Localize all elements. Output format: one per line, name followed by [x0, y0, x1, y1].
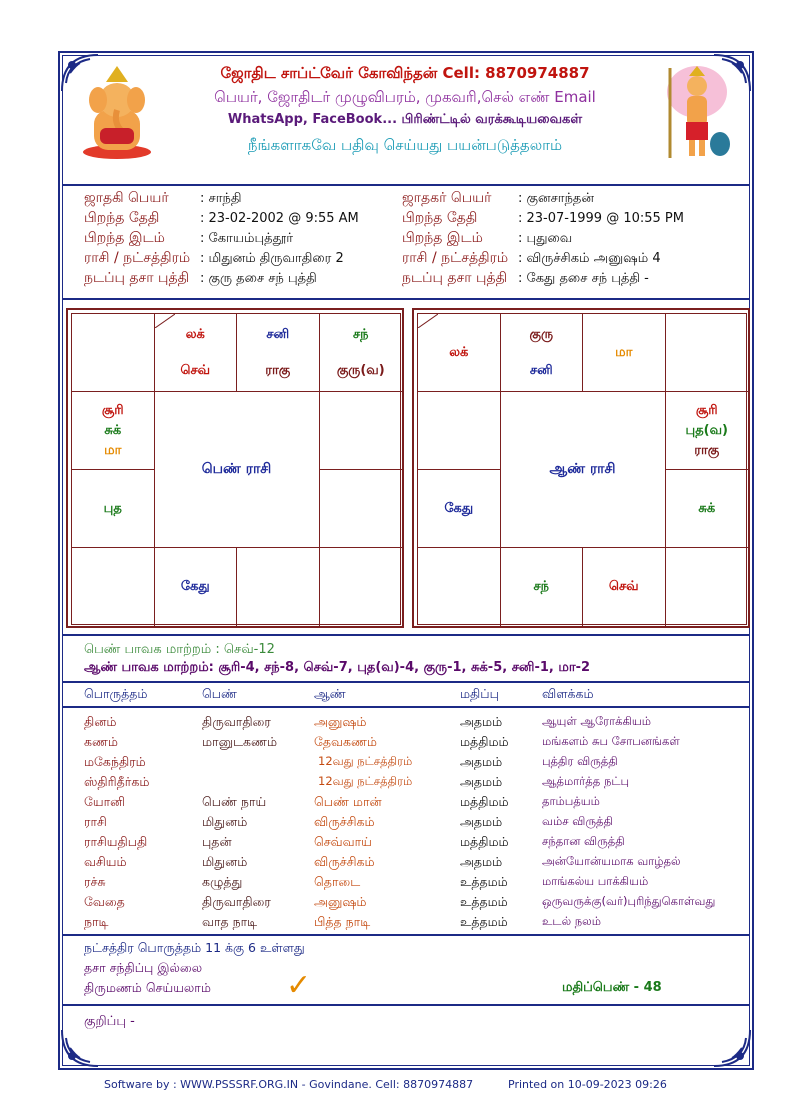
- porutham-cell: உடல் நலம்: [542, 914, 601, 928]
- porutham-cell: உத்தமம்: [460, 894, 508, 909]
- check-mark-icon: ✓: [286, 968, 312, 1003]
- porutham-cell: திருவாதிரை: [202, 714, 271, 729]
- chart-house: [583, 548, 666, 626]
- porutham-cell: மத்திமம்: [460, 834, 509, 849]
- planet-label: லக்: [185, 326, 205, 342]
- male-dasa-label: நடப்பு தசா புத்தி: [402, 270, 508, 286]
- planet-label: சனி: [266, 326, 290, 342]
- footer-software: Software by : WWW.PSSSRF.ORG.IN - Govindane. Cell: 8870974887: [104, 1078, 474, 1091]
- chart-house: [583, 314, 666, 392]
- chart-house: [155, 548, 238, 626]
- porutham-cell: அதமம்: [460, 714, 503, 729]
- female-name-label: ஜாதகி பெயர்: [84, 190, 169, 206]
- porutham-cell: வம்ச விருத்தி: [542, 814, 613, 828]
- female-rasi-chart: [66, 308, 404, 628]
- corner-ornament-icon: [712, 1028, 752, 1068]
- male-name: குனசாந்தன்: [526, 191, 595, 206]
- divider: [62, 298, 750, 300]
- porutham-cell: கணம்: [84, 734, 118, 749]
- female-dasa: குரு தசை சந் புத்தி: [208, 271, 317, 286]
- female-name: சாந்தி: [208, 191, 242, 206]
- chart-house: [320, 314, 403, 392]
- porutham-cell: மாங்கல்ய பாக்கியம்: [542, 874, 649, 888]
- planet-label: ராகு: [694, 442, 720, 458]
- porutham-cell: வேதை: [84, 894, 125, 909]
- female-rasi: மிதுனம் திருவாதிரை 2: [208, 251, 344, 266]
- porutham-cell: அன்யோன்யமாக வாழ்தல்: [542, 854, 681, 868]
- score: மதிப்பெண் - 48: [562, 980, 662, 995]
- match-count: நட்சத்திர பொருத்தம் 11 க்கு 6 உள்ளது: [84, 940, 305, 955]
- murugan-illustration: [656, 62, 738, 162]
- male-place-label: பிறந்த இடம்: [402, 230, 483, 246]
- porutham-cell: புதன்: [202, 834, 232, 849]
- divider: [62, 706, 750, 708]
- porutham-cell: பெண் மான்: [314, 794, 382, 809]
- porutham-cell: புத்திர விருத்தி: [542, 754, 618, 768]
- divider: [62, 184, 750, 186]
- chart-house: [501, 314, 584, 392]
- porutham-cell: தினம்: [84, 714, 117, 729]
- planet-label: குரு: [529, 326, 554, 342]
- porutham-cell: ஸ்திரிதீர்கம்: [84, 774, 150, 789]
- chart-house: [418, 470, 501, 548]
- female-rasi-label: ராசி / நட்சத்திரம்: [84, 250, 191, 266]
- porutham-cell: உத்தமம்: [460, 914, 508, 929]
- planet-label: சந்: [352, 326, 369, 342]
- porutham-cell: அனுஷம்: [314, 894, 367, 909]
- male-rasi: விருச்சிகம் அனுஷம் 4: [526, 251, 661, 266]
- porutham-cell: ஆயுள் ஆரோக்கியம்: [542, 714, 651, 728]
- porutham-cell: மகேந்திரம்: [84, 754, 146, 769]
- porutham-cell: மிதுனம்: [202, 814, 248, 829]
- col-header: பெண்: [202, 686, 237, 701]
- porutham-cell: ராசியதிபதி: [84, 834, 148, 849]
- planet-label: கேது: [180, 579, 210, 594]
- chart-house: [72, 548, 155, 626]
- porutham-cell: மத்திமம்: [460, 734, 509, 749]
- col-header: விளக்கம்: [542, 686, 594, 701]
- col-header: மதிப்பு: [460, 686, 499, 701]
- planet-label: சூரி: [101, 402, 124, 418]
- porutham-cell: மத்திமம்: [460, 794, 509, 809]
- ganesha-illustration: [76, 62, 158, 162]
- porutham-cell: மங்களம் சுப சோபனங்கள்: [542, 734, 680, 748]
- note: குறிப்பு -: [84, 1014, 135, 1029]
- planet-label: சனி: [529, 362, 553, 378]
- planet-label: சுக்: [698, 500, 716, 516]
- porutham-cell: 12வது நட்சத்திரம்: [318, 774, 413, 788]
- planet-label: மா: [104, 442, 122, 458]
- header-line-3: WhatsApp, FaceBook... பிரிண்ட்டில் வரக்கூடியவைகள்: [227, 112, 583, 127]
- chart-house: [72, 470, 155, 548]
- planet-label: சுக்: [104, 422, 122, 438]
- male-bhava: ஆண் பாவக மாற்றம்: சூரி-4, சந்-8, செவ்-7, புத(வ)-4, குரு-1, சுக்-5, சனி-1, மா-2: [84, 660, 591, 675]
- planet-label: கேது: [444, 500, 474, 516]
- porutham-cell: பெண் நாய்: [202, 794, 267, 809]
- header-line-1: ஜோதிட சாப்ட்வேர் கோவிந்தன் Cell: 8870974887: [220, 64, 590, 82]
- porutham-cell: ஒருவருக்கு(வர்)புரிந்துகொள்வது: [542, 894, 716, 908]
- lagna-mark-icon: [418, 314, 438, 328]
- chart-house: [666, 548, 749, 626]
- female-dob-label: பிறந்த தேதி: [84, 210, 160, 226]
- porutham-cell: நாடி: [84, 914, 109, 929]
- porutham-cell: சந்தான விருத்தி: [542, 834, 625, 848]
- porutham-cell: அதமம்: [460, 814, 503, 829]
- female-dasa-label: நடப்பு தசா புத்தி: [84, 270, 190, 286]
- porutham-cell: தொடை: [314, 874, 361, 889]
- chart-house: [237, 314, 320, 392]
- porutham-cell: ரச்சு: [84, 874, 106, 889]
- chart-house: [237, 548, 320, 626]
- divider: [62, 634, 750, 636]
- planet-label: செவ்: [180, 362, 211, 378]
- planet-label: புத(வ): [685, 422, 728, 438]
- col-header: ஆண்: [314, 686, 346, 701]
- male-rasi-label: ராசி / நட்சத்திரம்: [402, 250, 509, 266]
- porutham-cell: அனுஷம்: [314, 714, 367, 729]
- planet-label: ராகு: [265, 362, 291, 378]
- porutham-cell: 12வது நட்சத்திரம்: [318, 754, 413, 768]
- porutham-cell: மிதுனம்: [202, 854, 248, 869]
- planet-label: சூரி: [695, 402, 718, 418]
- footer-printed: Printed on 10-09-2023 09:26: [508, 1078, 667, 1091]
- planet-label: புத: [103, 500, 122, 516]
- divider: [62, 934, 750, 936]
- header-line-4: நீங்களாகவே பதிவு செய்யது பயன்படுத்தலாம்: [247, 136, 563, 154]
- porutham-cell: வாத நாடி: [202, 914, 258, 929]
- chart-house: [666, 392, 749, 470]
- chart-title: ஆண் ராசி: [501, 392, 666, 548]
- porutham-cell: ஆத்மார்த்த நட்பு: [542, 774, 630, 788]
- lagna-mark-icon: [155, 314, 175, 328]
- verdict: திருமணம் செய்யலாம்: [84, 980, 211, 995]
- planet-label: லக்: [449, 344, 469, 360]
- corner-ornament-icon: [60, 1028, 100, 1068]
- planet-label: மா: [615, 344, 633, 360]
- divider: [62, 1004, 750, 1006]
- planet-label: சந்: [533, 579, 550, 594]
- header-line-2: பெயர், ஜோதிடர் முழுவிபரம், முகவரி,செல் எண் Email: [214, 88, 596, 106]
- dasa-sandhi: தசா சந்திப்பு இல்லை: [84, 960, 203, 975]
- female-dob: 23-02-2002 @ 9:55 AM: [208, 211, 359, 226]
- chart-house: [666, 470, 749, 548]
- porutham-cell: தாம்பத்யம்: [542, 794, 600, 808]
- chart-house: [72, 314, 155, 392]
- porutham-cell: பித்த நாடி: [314, 914, 371, 929]
- porutham-cell: திருவாதிரை: [202, 894, 271, 909]
- porutham-cell: மானுடகணம்: [202, 734, 277, 749]
- planet-label: செவ்: [608, 579, 639, 594]
- male-rasi-chart: [412, 308, 750, 628]
- porutham-cell: அதமம்: [460, 774, 503, 789]
- male-name-label: ஜாதகர் பெயர்: [402, 190, 492, 206]
- chart-house: [418, 392, 501, 470]
- divider: [62, 681, 750, 683]
- female-bhava: பெண் பாவக மாற்றம் : செவ்-12: [84, 642, 275, 657]
- planet-label: குரு(வ): [336, 362, 385, 378]
- porutham-cell: உத்தமம்: [460, 874, 508, 889]
- chart-house: [418, 548, 501, 626]
- chart-house: [320, 548, 403, 626]
- porutham-cell: தேவகணம்: [314, 734, 377, 749]
- porutham-cell: அதமம்: [460, 754, 503, 769]
- female-place: கோயம்புத்தூர்: [208, 231, 294, 246]
- male-dasa: கேது தசை சந் புத்தி -: [526, 271, 649, 286]
- chart-house: [320, 392, 403, 470]
- porutham-cell: செவ்வாய்: [314, 834, 372, 849]
- male-dob: 23-07-1999 @ 10:55 PM: [526, 211, 684, 226]
- chart-grid: [71, 313, 401, 625]
- chart-house: [72, 392, 155, 470]
- chart-house: [501, 548, 584, 626]
- chart-house: [666, 314, 749, 392]
- chart-grid: [417, 313, 747, 625]
- porutham-cell: வசியம்: [84, 854, 127, 869]
- porutham-cell: ராசி: [84, 814, 107, 829]
- female-place-label: பிறந்த இடம்: [84, 230, 165, 246]
- male-dob-label: பிறந்த தேதி: [402, 210, 478, 226]
- porutham-cell: அதமம்: [460, 854, 503, 869]
- col-header: பொருத்தம்: [84, 686, 148, 701]
- chart-house: [320, 470, 403, 548]
- porutham-cell: விருச்சிகம்: [314, 854, 375, 869]
- porutham-cell: விருச்சிகம்: [314, 814, 375, 829]
- porutham-cell: யோனி: [84, 794, 126, 809]
- male-place: புதுவை: [526, 231, 573, 246]
- porutham-cell: கழுத்து: [202, 874, 243, 889]
- chart-title: பெண் ராசி: [155, 392, 320, 548]
